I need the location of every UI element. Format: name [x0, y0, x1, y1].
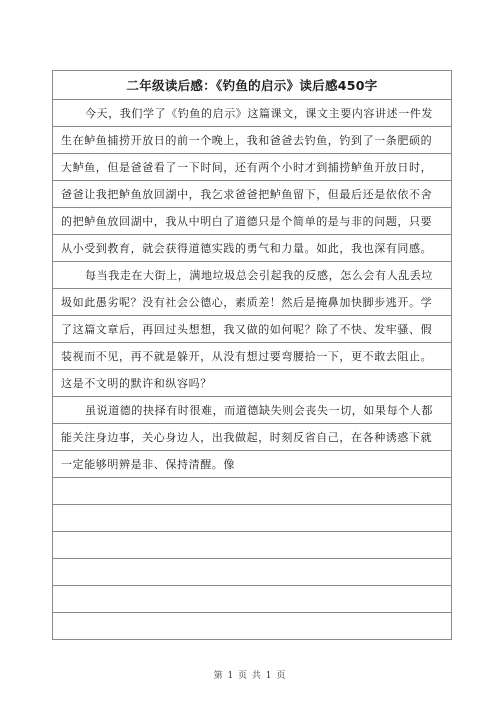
- empty-line-19: [53, 586, 451, 613]
- text-line-7: 每当我走在大街上，满地垃圾总会引起我的反感，怎么会有人乱丢垃: [53, 262, 451, 289]
- text-line-5: 的把鲈鱼放回湖中，我从中明白了道德只是个简单的是与非的问题，只要: [53, 208, 451, 235]
- essay-sheet: [52, 70, 452, 640]
- text-line-13: 能关注身边事，关心身边人，出我做起，时刻反省自己，在各种诱惑下就: [53, 424, 451, 451]
- page-number: 第 1 页 共 1 页: [213, 671, 287, 681]
- text-line-3: 大鲈鱼，但是爸爸看了一下时间，还有两个小时才到捕捞鲈鱼开放日时，: [53, 154, 451, 181]
- text-line-4: 爸爸让我把鲈鱼放回湖中，我乞求爸爸把鲈鱼留下，但最后还是依依不舍: [53, 181, 451, 208]
- empty-line-18: [53, 559, 451, 586]
- text-line-11: 这是不文明的默许和纵容吗？: [53, 370, 451, 397]
- text-line-10: 装视而不见，再不就是躲开，从没有想过要弯腰拾一下，更不敢去阻止。: [53, 343, 451, 370]
- text-line-2: 生在鲈鱼捕捞开放日的前一个晚上，我和爸爸去钓鱼，钓到了一条肥硕的: [53, 127, 451, 154]
- empty-line-15: [53, 478, 451, 505]
- text-line-1: 今天，我们学了《钓鱼的启示》这篇课文，课文主要内容讲述一件发: [53, 100, 451, 127]
- empty-line-16: [53, 505, 451, 532]
- text-line-14: 一定能够明辨是非、保持清醒。像: [53, 451, 451, 478]
- document-title: 二年级读后感：《钓鱼的启示》读后感450字: [53, 71, 451, 100]
- text-line-9: 了这篇文章后，再回过头想想，我又做的如何呢？除了不快、发牢骚、假: [53, 316, 451, 343]
- text-line-12: 虽说道德的抉择有时很难，而道德缺失则会丧失一切，如果每个人都: [53, 397, 451, 424]
- text-line-6: 从小受到教育，就会获得道德实践的勇气和力量。如此，我也深有同感。: [53, 235, 451, 262]
- text-line-8: 圾如此愚劣呢？没有社会公德心，素质差！然后是掩鼻加快脚步逃开。学: [53, 289, 451, 316]
- empty-line-17: [53, 532, 451, 559]
- empty-line-20: [53, 613, 451, 640]
